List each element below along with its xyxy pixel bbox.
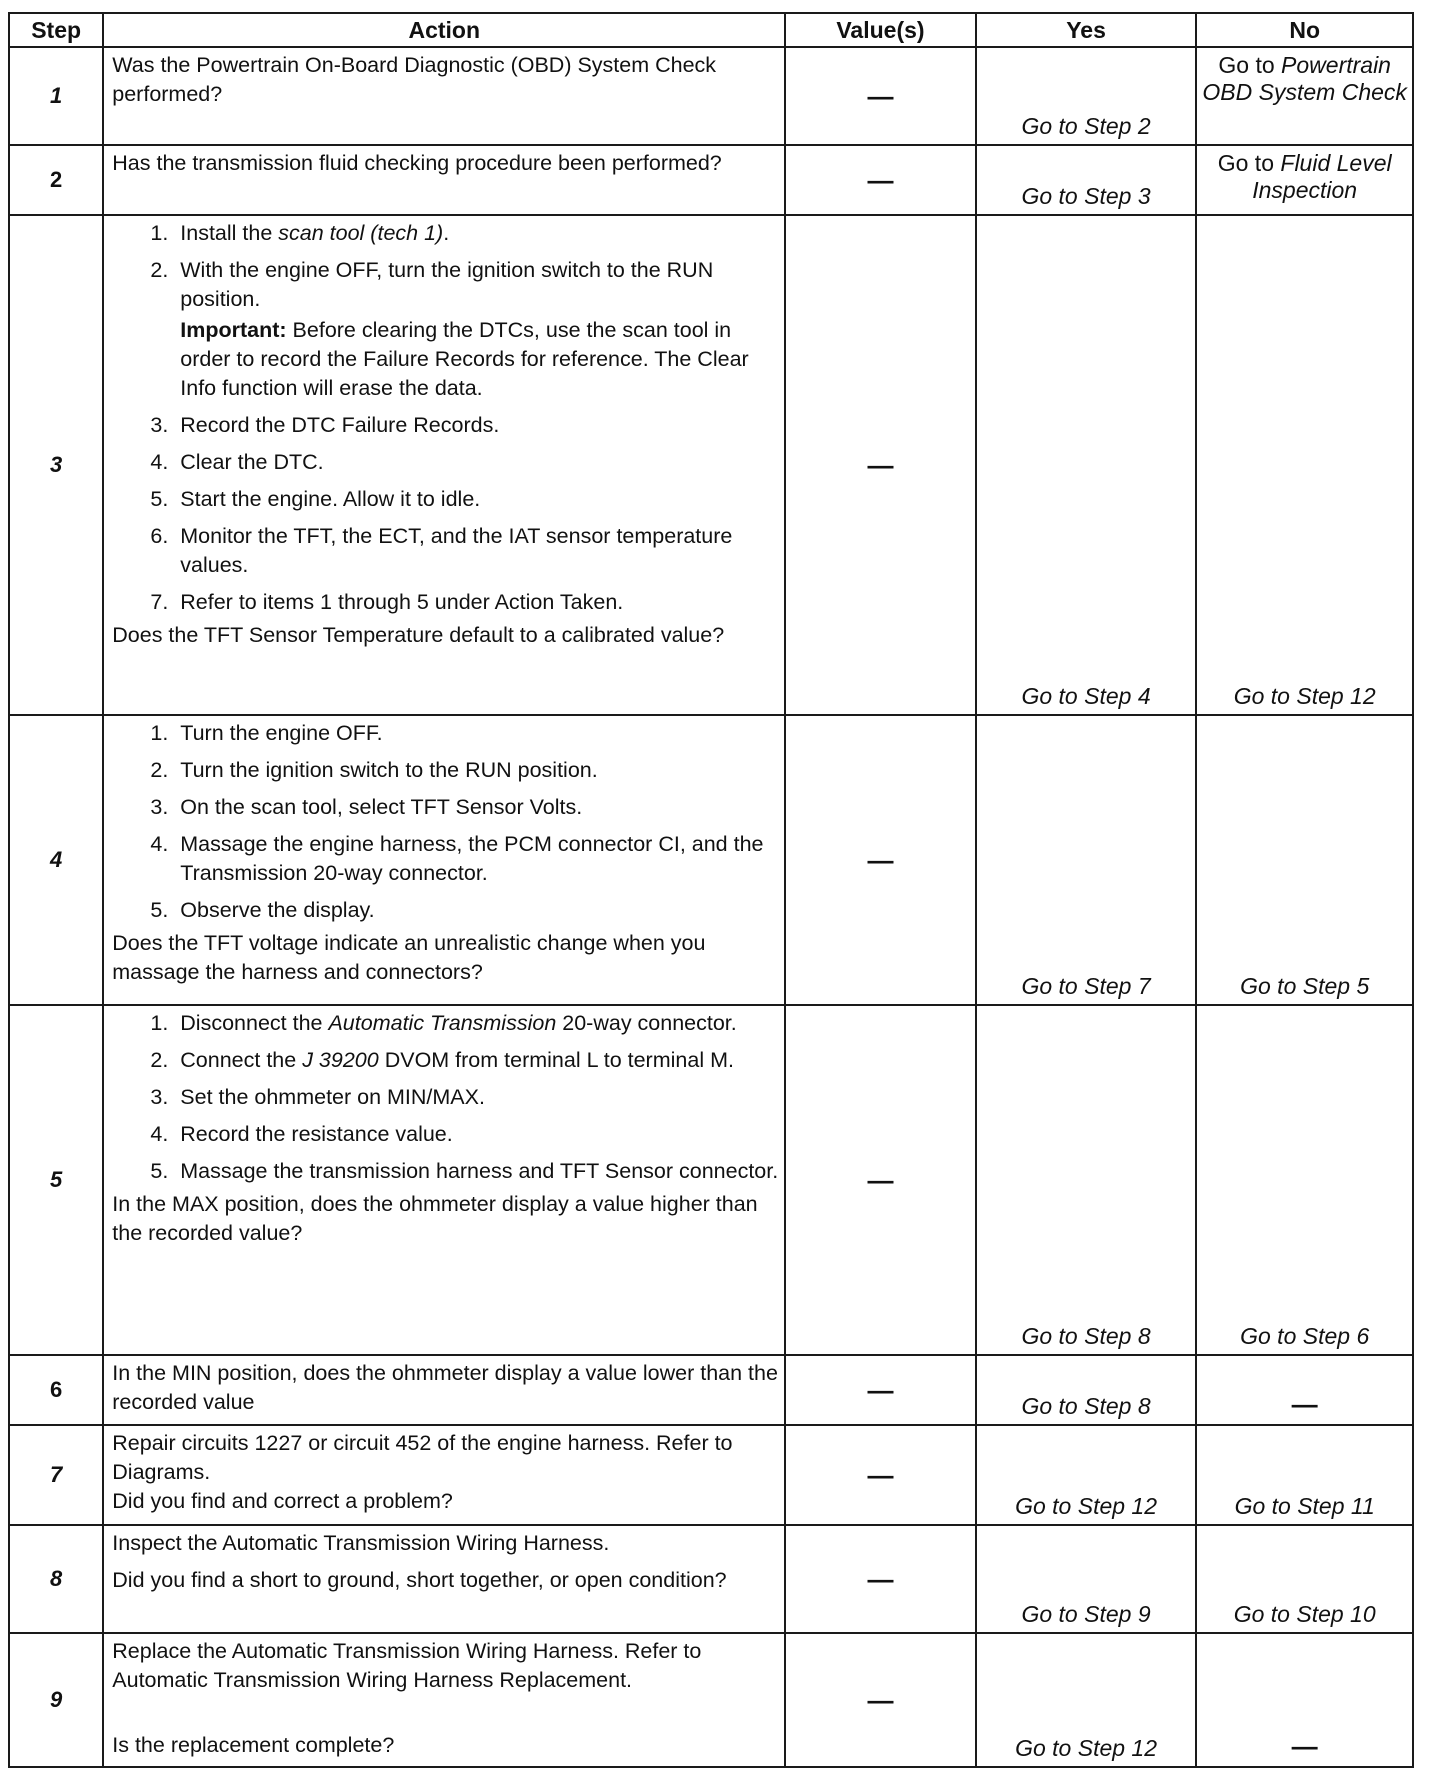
- no-prefix: Go to: [1218, 52, 1275, 78]
- action-steps-list: [112, 1009, 778, 1186]
- value-cell: —: [785, 1425, 976, 1525]
- action-cell: [103, 1425, 785, 1525]
- value-cell: —: [785, 215, 976, 715]
- table-row: [9, 215, 1413, 715]
- action-instruction: Repair circuits 1227 or circuit 452 of the engine harness. Refer to Diagrams.: [112, 1431, 733, 1484]
- value-cell: —: [785, 1525, 976, 1633]
- list-item: 2. With the engine OFF, turn the ignition switch to the RUN position. Important: Before clearing the DTCs, use the scan tool in order to record the Failure Records for reference. The Clear Info function will erase the data.: [174, 256, 778, 403]
- no-cell: —: [1196, 1355, 1413, 1425]
- action-cell: [103, 1355, 785, 1425]
- step-number: 6: [9, 1355, 103, 1425]
- table-row: [9, 1005, 1413, 1355]
- table-row: [9, 1525, 1413, 1633]
- action-question: In the MAX position, does the ohmmeter display a value higher than the recorded value?: [112, 1192, 758, 1245]
- header-values: Value(s): [785, 13, 976, 47]
- important-note: Important: Before clearing the DTCs, use the scan tool in order to record the Failure Records for reference. The Clear Info function will erase the data.: [180, 318, 749, 400]
- step-number: 1: [9, 47, 103, 145]
- yes-cell: Go to Step 7: [976, 715, 1197, 1005]
- action-cell: [103, 1633, 785, 1767]
- yes-cell: Go to Step 12: [976, 1633, 1197, 1767]
- list-item: 3. Record the DTC Failure Records.: [174, 411, 778, 440]
- step-number: 2: [9, 145, 103, 215]
- header-row: [9, 13, 1413, 47]
- list-item: 1. Install the scan tool (tech 1).: [174, 219, 778, 248]
- diagnostic-table-page: [8, 12, 1414, 1774]
- no-prefix: Go to: [1217, 150, 1274, 176]
- list-item: 4. Clear the DTC.: [174, 448, 778, 477]
- no-cell: Go to Step 10: [1196, 1525, 1413, 1633]
- action-question: Does the TFT Sensor Temperature default to a calibrated value?: [112, 623, 725, 647]
- list-item: 5. Start the engine. Allow it to idle.: [174, 485, 778, 514]
- header-no: No: [1196, 13, 1413, 47]
- yes-cell: Go to Step 2: [976, 47, 1197, 145]
- step-number: 8: [9, 1525, 103, 1633]
- yes-cell: Go to Step 8: [976, 1355, 1197, 1425]
- no-reference: Fluid Level Inspection: [1252, 150, 1392, 203]
- list-item: 6. Monitor the TFT, the ECT, and the IAT sensor temperature values.: [174, 522, 778, 580]
- table-row: [9, 1633, 1413, 1767]
- action-question: Did you find and correct a problem?: [112, 1489, 453, 1513]
- table-row: [9, 715, 1413, 1005]
- no-cell: Go to Step 6: [1196, 1005, 1413, 1355]
- action-cell: [103, 715, 785, 1005]
- step-number: 4: [9, 715, 103, 1005]
- no-cell: Go to Step 5: [1196, 715, 1413, 1005]
- action-steps-list: [112, 719, 778, 925]
- list-item: 1. Disconnect the Automatic Transmission 20-way connector.: [174, 1009, 778, 1038]
- important-label: Important:: [180, 318, 287, 342]
- list-item: 2. Turn the ignition switch to the RUN position.: [174, 756, 778, 785]
- no-cell: [1196, 47, 1413, 145]
- list-item: 7. Refer to items 1 through 5 under Action Taken.: [174, 588, 778, 617]
- step-number: 5: [9, 1005, 103, 1355]
- table-row: [9, 47, 1413, 145]
- yes-cell: Go to Step 3: [976, 145, 1197, 215]
- action-question: Did you find a short to ground, short together, or open condition?: [112, 1568, 727, 1592]
- action-question: Does the TFT voltage indicate an unrealistic change when you massage the harness and connectors?: [112, 931, 706, 984]
- list-item: 1. Turn the engine OFF.: [174, 719, 778, 748]
- yes-cell: Go to Step 9: [976, 1525, 1197, 1633]
- value-cell: —: [785, 1633, 976, 1767]
- list-item: 2. Connect the J 39200 DVOM from terminal L to terminal M.: [174, 1046, 778, 1075]
- step-number: 9: [9, 1633, 103, 1767]
- yes-cell: Go to Step 8: [976, 1005, 1197, 1355]
- header-yes: Yes: [976, 13, 1197, 47]
- yes-cell: Go to Step 12: [976, 1425, 1197, 1525]
- action-cell: [103, 1525, 785, 1633]
- step-number: 3: [9, 215, 103, 715]
- no-cell: [1196, 145, 1413, 215]
- action-instruction: Inspect the Automatic Transmission Wiring Harness.: [112, 1531, 610, 1555]
- step-number: 7: [9, 1425, 103, 1525]
- no-cell: —: [1196, 1633, 1413, 1767]
- action-question: Has the transmission fluid checking procedure been performed?: [112, 151, 722, 175]
- header-action: Action: [103, 13, 785, 47]
- action-question: Was the Powertrain On-Board Diagnostic (OBD) System Check performed?: [112, 53, 717, 106]
- action-question: Is the replacement complete?: [112, 1733, 395, 1757]
- action-steps-list: [112, 219, 778, 617]
- no-cell: Go to Step 11: [1196, 1425, 1413, 1525]
- action-cell: [103, 47, 785, 145]
- value-cell: —: [785, 1355, 976, 1425]
- value-cell: —: [785, 1005, 976, 1355]
- action-question: In the MIN position, does the ohmmeter display a value lower than the recorded value: [112, 1361, 778, 1414]
- action-cell: [103, 215, 785, 715]
- list-item: 3. Set the ohmmeter on MIN/MAX.: [174, 1083, 778, 1112]
- action-instruction: Replace the Automatic Transmission Wiring Harness. Refer to Automatic Transmission Wiring Harness Replacement.: [112, 1639, 702, 1692]
- no-reference: Powertrain OBD System Check: [1202, 52, 1407, 105]
- header-step: Step: [9, 13, 103, 47]
- table-row: [9, 1355, 1413, 1425]
- table-row: [9, 1425, 1413, 1525]
- action-cell: [103, 145, 785, 215]
- value-cell: —: [785, 145, 976, 215]
- value-cell: —: [785, 715, 976, 1005]
- list-item: 5. Observe the display.: [174, 896, 778, 925]
- action-cell: [103, 1005, 785, 1355]
- no-cell: Go to Step 12: [1196, 215, 1413, 715]
- diagnostic-table: [8, 12, 1414, 1768]
- value-cell: —: [785, 47, 976, 145]
- list-item: 5. Massage the transmission harness and TFT Sensor connector.: [174, 1157, 778, 1186]
- yes-cell: Go to Step 4: [976, 215, 1197, 715]
- table-row: [9, 145, 1413, 215]
- list-item: 3. On the scan tool, select TFT Sensor Volts.: [174, 793, 778, 822]
- list-item: 4. Massage the engine harness, the PCM connector CI, and the Transmission 20-way connector.: [174, 830, 778, 888]
- list-item: 4. Record the resistance value.: [174, 1120, 778, 1149]
